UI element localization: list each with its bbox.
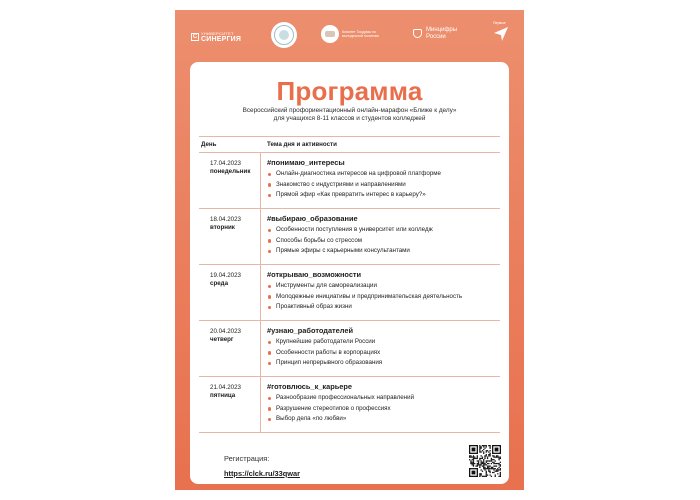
bullet-dot-icon xyxy=(268,295,271,298)
date-text: 21.04.2023 xyxy=(210,384,241,391)
activity-text: Инструменты для самореализации xyxy=(276,282,377,289)
weekday-text: вторник xyxy=(210,223,235,231)
bullet-dot-icon xyxy=(268,285,271,288)
mincifry-logo xyxy=(412,27,457,40)
activity-text: Принцип непрерывного образования xyxy=(276,359,383,367)
sinergy-logo-bottom: СИНЕРГИЯ xyxy=(201,36,242,43)
activity-item xyxy=(267,192,495,199)
registration-label: Регистрация: xyxy=(224,454,270,463)
activity-text: Знакомство с индустриями и направлениями xyxy=(276,180,406,188)
table-row xyxy=(199,265,500,321)
topic-cell xyxy=(260,153,495,208)
weekday-text: четверг xyxy=(210,335,234,343)
table-row xyxy=(199,209,500,265)
page-subtitle xyxy=(190,107,509,124)
date-text: 20.04.2023 xyxy=(210,328,241,335)
activity-item xyxy=(267,339,495,346)
activity-item xyxy=(267,182,495,189)
activity-item xyxy=(267,395,495,402)
topic-hashtag: #понимаю_интересы xyxy=(267,158,345,167)
activity-text: Особенности работы в корпорациях xyxy=(276,348,381,356)
column-header-day: День xyxy=(201,141,217,148)
poster xyxy=(175,10,524,490)
activity-item xyxy=(267,227,495,234)
bullet-dot-icon xyxy=(268,362,271,365)
eagle-emblem-icon xyxy=(412,27,423,40)
activity-item xyxy=(267,304,495,311)
sinergy-logo-top: УНИВЕРСИТЕТ xyxy=(201,31,234,36)
bullet-dot-icon xyxy=(268,407,271,410)
bullet-dot-icon xyxy=(268,194,271,197)
sinergy-mark-icon: С xyxy=(192,34,198,40)
bullet-dot-icon xyxy=(268,306,271,309)
table-row xyxy=(199,153,500,209)
program-card xyxy=(190,62,509,484)
topic-hashtag: #выбираю_образование xyxy=(267,214,358,223)
topic-hashtag: #узнаю_работодателей xyxy=(267,326,354,335)
activity-item xyxy=(267,238,495,245)
table-body xyxy=(199,153,500,433)
table-header xyxy=(199,136,500,153)
table-row xyxy=(199,321,500,377)
bullet-dot-icon xyxy=(268,173,271,176)
activity-text: Разрушение стереотипов о профессиях xyxy=(276,404,391,412)
activity-text: Прямые эфиры с карьерными консультантами xyxy=(276,247,410,255)
duma-emblem-icon xyxy=(321,25,339,43)
activity-item xyxy=(267,416,495,423)
program-table xyxy=(199,136,500,433)
page-title: Программа xyxy=(276,76,423,106)
bullet-dot-icon xyxy=(268,351,271,354)
weekday-text: пятница xyxy=(210,391,236,399)
activity-text: Крупнейшие работодатели России xyxy=(276,338,376,345)
activity-item xyxy=(267,248,495,255)
subtitle-line1: Всероссийский профориентационный онлайн-марафон «Ближе к делу» xyxy=(242,107,457,114)
bullet-dot-icon xyxy=(268,397,271,400)
activity-item xyxy=(267,406,495,413)
activity-item xyxy=(267,294,495,301)
bullet-dot-icon xyxy=(268,250,271,253)
topic-cell xyxy=(260,265,495,320)
bullet-dot-icon xyxy=(268,239,271,242)
seal-logo-icon xyxy=(271,22,297,48)
qr-code-icon xyxy=(469,445,501,477)
activity-text: Разнообразие профессиональных направлений xyxy=(276,394,415,401)
duma-committee-logo xyxy=(321,25,384,43)
table-row xyxy=(199,377,500,433)
sinergy-logo xyxy=(191,31,241,43)
bullet-dot-icon xyxy=(268,341,271,344)
pervye-logo-text: Первые xyxy=(493,21,506,25)
subtitle-line2: для учащихся 8-11 классов и студентов колледжей xyxy=(273,115,426,123)
pervye-arrow-icon xyxy=(493,26,509,42)
topic-hashtag: #готовлюсь_к_карьере xyxy=(267,382,352,391)
bullet-dot-icon xyxy=(268,418,271,421)
activity-text: Молодежные инициативы и предпринимательская деятельность xyxy=(276,292,463,300)
date-text: 19.04.2023 xyxy=(210,272,241,279)
day-cell xyxy=(210,272,241,288)
topic-hashtag: #открываю_возможности xyxy=(267,270,362,279)
day-cell xyxy=(210,160,250,176)
pervye-logo xyxy=(493,21,513,42)
activity-text: Онлайн-диагностика интересов на цифровой платформе xyxy=(276,170,441,177)
activity-item xyxy=(267,283,495,290)
activity-text: Проактивный образ жизни xyxy=(276,303,352,311)
activity-item xyxy=(267,350,495,357)
activity-text: Прямой эфир «Как превратить интерес в карьеру?» xyxy=(276,191,426,199)
mincifry-line1: Минцифры xyxy=(426,27,458,33)
topic-cell xyxy=(260,209,495,264)
activity-item xyxy=(267,360,495,367)
activity-text: Способы борьбы со стрессом xyxy=(276,236,363,244)
registration-link[interactable]: https://clck.ru/33qwar xyxy=(224,469,300,478)
topic-cell xyxy=(260,377,495,432)
activity-item xyxy=(267,171,495,178)
day-cell xyxy=(210,216,241,232)
weekday-text: среда xyxy=(210,279,229,287)
bullet-dot-icon xyxy=(268,229,271,232)
date-text: 18.04.2023 xyxy=(210,216,241,223)
date-text: 17.04.2023 xyxy=(210,160,241,167)
day-cell xyxy=(210,384,241,400)
mincifry-line2: России xyxy=(426,33,446,40)
day-cell xyxy=(210,328,241,344)
activity-text: Выбор дела «по любви» xyxy=(276,415,347,423)
activity-text: Особенности поступления в университет или колледж xyxy=(276,226,433,233)
duma-committee-text: Комитет Госдумы по молодежной политике xyxy=(342,29,380,38)
partner-logos xyxy=(175,10,524,62)
column-header-topic: Тема дня и активности xyxy=(267,141,337,148)
bullet-dot-icon xyxy=(268,183,271,186)
weekday-text: понедельник xyxy=(210,167,251,175)
topic-cell xyxy=(260,321,495,376)
